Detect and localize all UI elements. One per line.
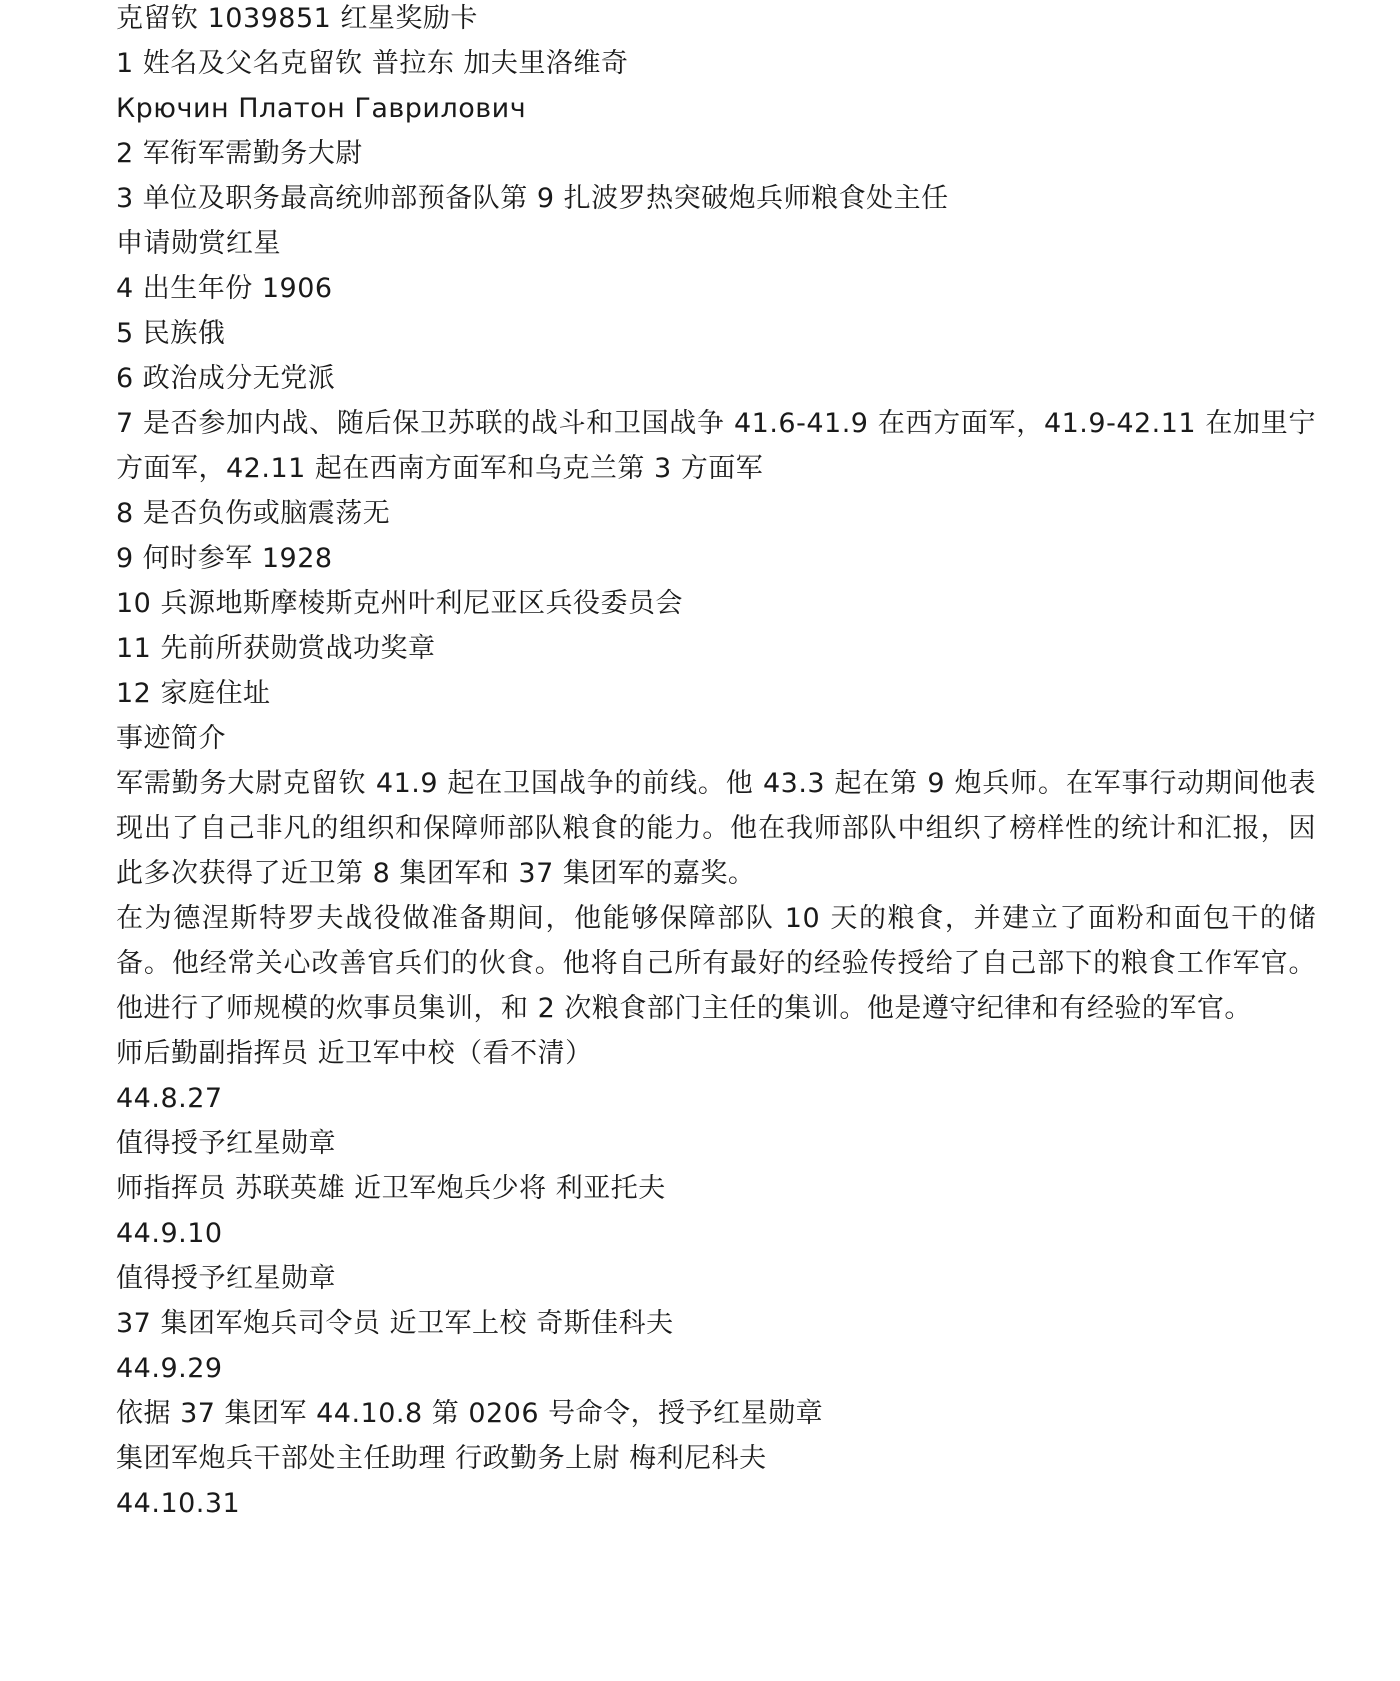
award-card-transcription	[116, 0, 1316, 1526]
endorsement-date-2: 44.9.10	[116, 1218, 223, 1249]
endorsement-order-line: 依据 37 集团军 44.10.8 第 0206 号命令，授予红星勋章	[116, 1398, 824, 1429]
field-nationality: 5 民族俄	[116, 318, 226, 349]
field-award-requested: 申请勋赏红星	[116, 228, 281, 259]
endorsement-line-5: 37 集团军炮兵司令员 近卫军上校 奇斯佳科夫	[116, 1308, 674, 1339]
summary-paragraph-1: 军需勤务大尉克留钦 41.9 起在卫国战争的前线。他 43.3 起在第 9 炮兵师。在军事行动期间他表现出了自己非凡的组织和保障师部队粮食的能力。他在我师部队中组织了榜样性的统计和汇报，因此多次获得了近卫第 8 集团军和 37 集团军的嘉奖。	[116, 768, 1316, 889]
card-title: 克留钦 1039851 红星奖励卡	[116, 3, 478, 34]
endorsement-date-1: 44.8.27	[116, 1083, 223, 1114]
field-name-cn: 1 姓名及父名克留钦 普拉东 加夫里洛维奇	[116, 48, 629, 79]
field-rank: 2 军衔军需勤务大尉	[116, 138, 363, 169]
summary-heading: 事迹简介	[116, 723, 226, 754]
field-draft-office: 10 兵源地斯摩棱斯克州叶利尼亚区兵役委员会	[116, 588, 683, 619]
endorsement-line-6: 集团军炮兵干部处主任助理 行政勤务上尉 梅利尼科夫	[116, 1443, 767, 1474]
endorsement-line-2: 值得授予红星勋章	[116, 1128, 336, 1159]
field-enlisted: 9 何时参军 1928	[116, 543, 333, 574]
endorsement-date-4: 44.10.31	[116, 1488, 241, 1519]
field-party: 6 政治成分无党派	[116, 363, 336, 394]
endorsement-line-4: 值得授予红星勋章	[116, 1263, 336, 1294]
summary-paragraph-2: 在为德涅斯特罗夫战役做准备期间，他能够保障部队 10 天的粮食，并建立了面粉和面包干的储备。他经常关心改善官兵们的伙食。他将自己所有最好的经验传授给了自己部下的粮食工作军官。他进行了师规模的炊事员集训，和 2 次粮食部门主任的集训。他是遵守纪律和有经验的军官。	[116, 903, 1316, 1024]
field-war-service: 7 是否参加内战、随后保卫苏联的战斗和卫国战争 41.6-41.9 在西方面军，41.9-42.11 在加里宁方面军，42.11 起在西南方面军和乌克兰第 3 方面军	[116, 408, 1316, 484]
field-previous-awards: 11 先前所获勋赏战功奖章	[116, 633, 436, 664]
endorsement-line-3: 师指挥员 苏联英雄 近卫军炮兵少将 利亚托夫	[116, 1173, 666, 1204]
field-home-address: 12 家庭住址	[116, 678, 271, 709]
field-birth-year: 4 出生年份 1906	[116, 273, 333, 304]
endorsement-date-3: 44.9.29	[116, 1353, 223, 1384]
endorsement-line-1: 师后勤副指挥员 近卫军中校（看不清）	[116, 1038, 593, 1069]
field-unit: 3 单位及职务最高统帅部预备队第 9 扎波罗热突破炮兵师粮食处主任	[116, 183, 949, 214]
field-name-ru: Крючин Платон Гаврилович	[116, 93, 527, 124]
field-wounds: 8 是否负伤或脑震荡无	[116, 498, 391, 529]
